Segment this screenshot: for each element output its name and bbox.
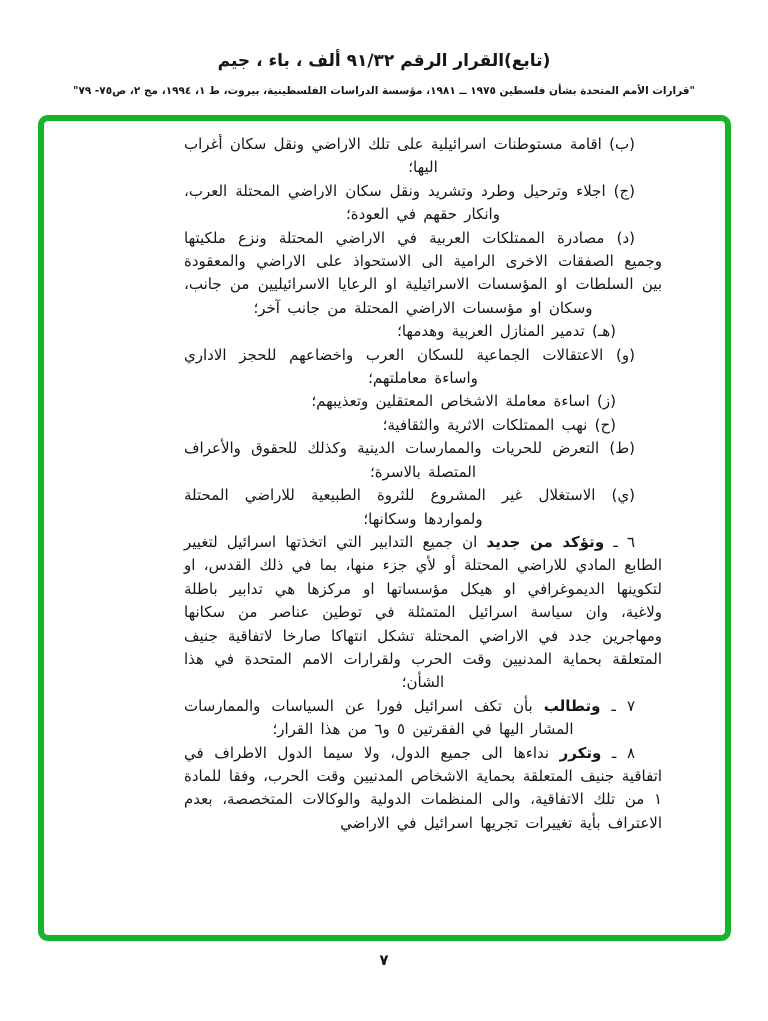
paragraph-clause-zay [184, 390, 662, 413]
text-run: (ي) الاستغلال غير المشروع للثروة الطبيعية للاراضي المحتلة ولمواردها وسكانها؛ [184, 486, 635, 528]
paragraph-clause-dal [184, 227, 662, 321]
paragraph-clause-ha [184, 320, 662, 343]
text-run: نداءها الى جميع الدول، ولا سيما الدول الاطراف في اتفاقية جنيف المتعلقة بحماية الاشخاص المدنيين وقت الحرب، وفقا للمادة ١ من تلك الاتفاقية، والى المنظمات الدولية والوكالات المتخصصة، بعدم الاعتراف بأية تغييرات تجريها اسرائيل في الاراضي [184, 743, 662, 832]
text-run: (ح) نهب الممتلكات الاثرية والثقافية؛ [382, 415, 616, 434]
paragraph-clause-ya [184, 484, 662, 531]
text-run: (هـ) تدمير المنازل العربية وهدمها؛ [397, 322, 616, 341]
text-run: ٨ ـ [601, 743, 635, 762]
paragraph-clause-b [184, 133, 662, 180]
bold-run: وتكرر [559, 743, 602, 762]
paragraph-operative-8 [184, 742, 662, 836]
bold-run: وتطالب [543, 696, 601, 715]
paragraph-operative-6 [184, 531, 662, 695]
text-run: ان جميع التدابير التي اتخذتها اسرائيل لتغيير الطابع المادي للاراضي المحتلة أو لأي جزء منها، بما في ذلك القدس، او لتكوينها الديموغرافي او هيكل مؤسساتها او مركزها هي تدابير باطلة ولاغية، وان سياسة اسرائيل المتمثلة في توطين عناصر من سكانها ومهاجرين جدد في الاراضي المحتلة تشكل انتهاكا صارخا لاتفاقية جنيف المتعلقة بحماية المدنيين وقت الحرب ولقرارات الامم المتحدة في هذا الشأن؛ [184, 532, 662, 692]
document-paragraphs [184, 133, 662, 835]
text-run: (ط) التعرض للحريات والممارسات الدينية وكذلك للحقوق والأعراف المتصلة بالاسرة؛ [184, 439, 635, 481]
paragraph-clause-waw [184, 344, 662, 391]
paragraph-operative-7 [184, 695, 662, 742]
paragraph-clause-jim [184, 180, 662, 227]
paragraph-clause-tta [184, 437, 662, 484]
text-run: (ز) اساءة معاملة الاشخاص المعتقلين وتعذيبهم؛ [311, 392, 616, 411]
text-run: بأن تكف اسرائيل فورا عن السياسات والممارسات المشار اليها في الفقرتين ٥ و٦ من هذا القرار؛ [184, 696, 574, 739]
page-number: ٧ [379, 951, 389, 969]
paragraph-clause-hha [184, 414, 662, 437]
text-run: ٦ ـ [604, 532, 635, 551]
resolution-title: (تابع)القرار الرقم ٩١/٣٢ ألف ، باء ، جيم [217, 51, 551, 71]
text-run: (ج) اجلاء وترحيل وطرد وتشريد ونقل سكان الاراضي المحتلة العرب، وانكار حقهم في العودة؛ [184, 181, 635, 224]
text-run: (د) مصادرة الممتلكات العربية في الاراضي المحتلة ونزع ملكيتها وجميع الصفقات الاخرى الرامية الى الاستحواذ على الاراضي والمعقودة بين السلطات او المؤسسات الاسرائيلية او الرعايا الاسرائيليين من جانب، وسكان او مؤسسات الاراضي المحتلة من جانب آخر؛ [184, 228, 662, 317]
text-run: ٧ ـ [600, 696, 635, 715]
bold-run: وتؤكد من جديد [486, 532, 605, 551]
text-run: (و) الاعتقالات الجماعية للسكان العرب واخضاعهم للحجز الاداري واساءة معاملتهم؛ [184, 345, 635, 388]
text-run: (ب) اقامة مستوطنات اسرائيلية على تلك الاراضي ونقل سكان أغراب اليها؛ [184, 135, 635, 177]
source-citation: "قرارات الأمم المتحدة بشأن فلسطين ١٩٧٥ ــ ١٩٨١، مؤسسة الدراسات الفلسطينية، بيروت، ط ١، ١٩٩٤، مج ٢، ص٧٥- ٧٩" [72, 85, 696, 97]
